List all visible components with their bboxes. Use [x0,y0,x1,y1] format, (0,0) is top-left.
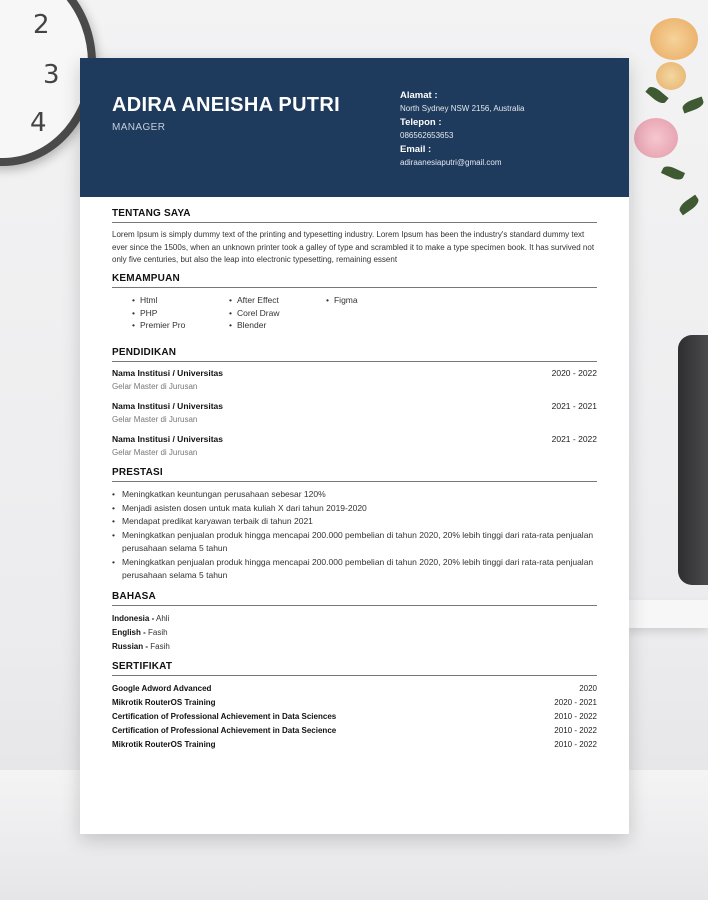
achievements-section [112,467,597,583]
certificate-item [112,738,597,752]
clock-number-4: 4 [30,108,47,138]
language-item [112,626,597,640]
about-heading: TENTANG SAYA [112,208,597,223]
achievement-item: • Menjadi asisten dosen untuk mata kuliah X dari tahun 2019-2020 [112,502,597,516]
achievements-heading: PRESTASI [112,467,597,482]
phone-value: 086562653653 [400,131,454,140]
language-item [112,612,597,626]
achievement-item: • Mendapat predikat karyawan terbaik di tahun 2021 [112,515,597,529]
certificate-item [112,682,597,696]
certificate-item [112,696,597,710]
skills-column-3 [306,294,403,340]
certificate-name: Certification of Professional Achievement in Data Sciences [112,711,337,721]
education-institution: Nama Institusi / Universitas [112,434,224,444]
skills-column-2 [209,294,306,340]
skill-item: • Premier Pro [132,319,209,332]
education-institution: Nama Institusi / Universitas [112,401,224,411]
flower-yellow [650,18,698,60]
skill-item: • Html [132,294,209,307]
language-level: Fasih [148,627,168,637]
skill-item: • PHP [132,307,209,320]
resume-header [80,58,629,197]
resume-body [112,208,597,758]
education-years: 2021 - 2022 [551,434,597,444]
certificate-item [112,724,597,738]
skills-list [112,294,597,340]
achievement-item: • Meningkatkan penjualan produk hingga mencapai 200.000 pembelian di tahun 2020, 20% lebih tinggi dari rata-rata penjualan perusahaan selama 5 tahun [112,556,597,583]
certificate-years: 2020 - 2021 [554,697,597,707]
address-label: Alamat : [400,90,438,101]
about-text: Lorem Ipsum is simply dummy text of the printing and typesetting industry. Lorem Ipsum has been the industry's standard dummy text ever since the 1500s, when an unknown printer took a galley of type and scrambled it to make a type specimen book. It has survived not only five centuries, but also the leap into electronic typesetting, remaining essent [112,230,595,264]
education-degree: Gelar Master di Jurusan [112,448,198,457]
skills-column-1 [112,294,209,340]
email-label: Email : [400,144,432,155]
languages-list [112,612,597,654]
skill-item: • Corel Draw [229,307,306,320]
certificate-years: 2010 - 2022 [554,711,597,721]
certificate-years: 2010 - 2022 [554,739,597,749]
language-name: Russian - [112,641,149,651]
education-degree: Gelar Master di Jurusan [112,415,198,424]
skills-heading: KEMAMPUAN [112,273,597,288]
language-name: English - [112,627,146,637]
education-entry [112,368,597,391]
achievement-item: • Meningkatkan penjualan produk hingga mencapai 200.000 pembelian di tahun 2020, 20% lebih tinggi dari rata-rata penjualan perusahaan selama 5 tahun [112,529,597,556]
address-value: North Sydney NSW 2156, Australia [400,104,525,113]
email-value: adiraanesiaputri@gmail.com [400,158,502,167]
certificates-heading: SERTIFIKAT [112,661,597,676]
clock-number-3: 3 [43,60,60,90]
shelf [628,600,708,628]
flower-pink [634,118,678,158]
skill-item: • After Effect [229,294,306,307]
resume-page [80,58,629,834]
language-item [112,640,597,654]
education-degree: Gelar Master di Jurusan [112,382,198,391]
certificate-name: Mikrotik RouterOS Training [112,739,216,749]
education-entry [112,401,597,424]
education-institution: Nama Institusi / Universitas [112,368,224,378]
vase [678,335,708,585]
clock-number-2: 2 [33,10,50,40]
flower-yellow-small [656,62,686,90]
education-years: 2021 - 2021 [551,401,597,411]
language-level: Fasih [150,641,170,651]
language-name: Indonesia - [112,613,155,623]
education-entry [112,434,597,457]
achievements-list [112,488,597,583]
job-title: MANAGER [112,122,166,133]
phone-label: Telepon : [400,117,442,128]
certificates-section [112,661,597,752]
skill-item: • Figma [326,294,403,307]
languages-heading: BAHASA [112,591,597,606]
skills-section [112,273,597,340]
certificate-name: Mikrotik RouterOS Training [112,697,216,707]
education-section [112,347,597,457]
skill-item: • Blender [229,319,306,332]
certificate-years: 2020 [579,683,597,693]
language-level: Ahli [156,613,170,623]
languages-section [112,591,597,654]
education-years: 2020 - 2022 [551,368,597,378]
contact-block [400,88,620,171]
about-section [112,208,597,267]
certificate-name: Google Adword Advanced [112,683,212,693]
certificate-name: Certification of Professional Achievement in Data Secience [112,725,337,735]
certificate-item [112,710,597,724]
achievement-item: • Meningkatkan keuntungan perusahaan sebesar 120% [112,488,597,502]
certificate-years: 2010 - 2022 [554,725,597,735]
person-name: ADIRA ANEISHA PUTRI [112,94,340,116]
education-heading: PENDIDIKAN [112,347,597,362]
